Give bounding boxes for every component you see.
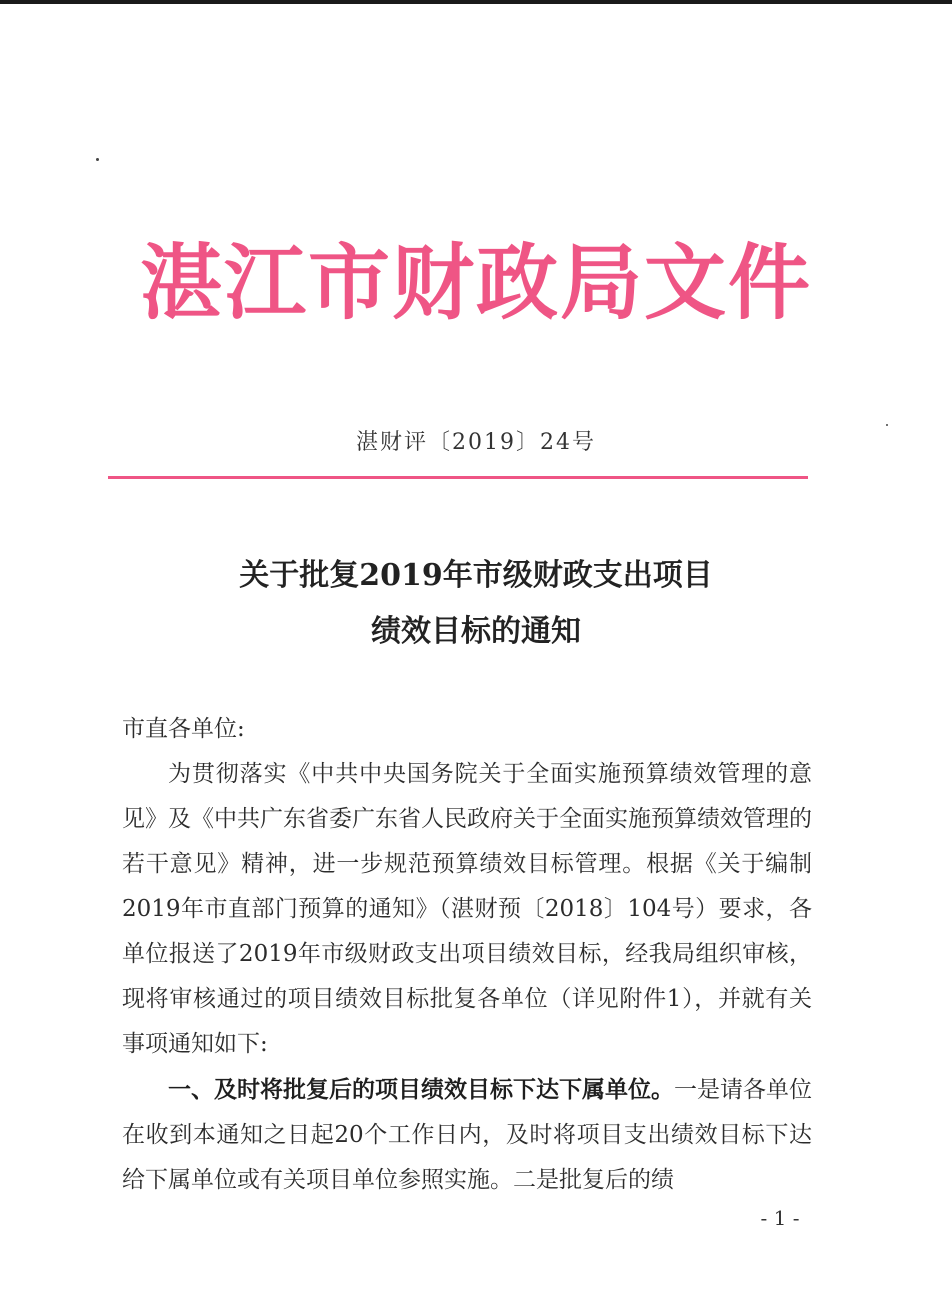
document-body [122, 707, 812, 1203]
red-divider-line [108, 476, 808, 479]
document-title [100, 548, 852, 660]
item-1-text: 一是请各单位在收到本通知之日起20个工作日内，及时将项目支出绩效目标下达给下属单位或有关项目单位参照实施。二是批复后的绩 [122, 1077, 812, 1193]
page-number: - 1 - [760, 1206, 800, 1230]
scan-top-edge [0, 0, 952, 4]
salutation: 市直各单位: [122, 716, 245, 742]
scan-speck [96, 158, 99, 161]
document-number: 湛财评〔2019〕24号 [356, 430, 596, 455]
item-1-heading: 一、及时将批复后的项目绩效目标下达下属单位。 [168, 1076, 674, 1103]
issuer-red-header: 湛江市财政局文件 [139, 235, 812, 331]
paragraph-intro: 为贯彻落实《中共中央国务院关于全面实施预算绩效管理的意见》及《中共广东省委广东省人民政府关于全面实施预算绩效管理的若干意见》精神，进一步规范预算绩效目标管理。根据《关于编制2019年市直部门预算的通知》（湛财预〔2018〕104号）要求，各单位报送了2019年市级财政支出项目绩效目标，经我局组织审核，现将审核通过的项目绩效目标批复各单位（详见附件1），并就有关事项通知如下: [122, 761, 812, 1057]
title-line-1: 关于批复2019年市级财政支出项目 [239, 558, 713, 593]
paragraph-item-1 [122, 1067, 812, 1203]
title-line-2: 绩效目标的通知 [371, 614, 581, 649]
scan-speck [886, 424, 888, 426]
